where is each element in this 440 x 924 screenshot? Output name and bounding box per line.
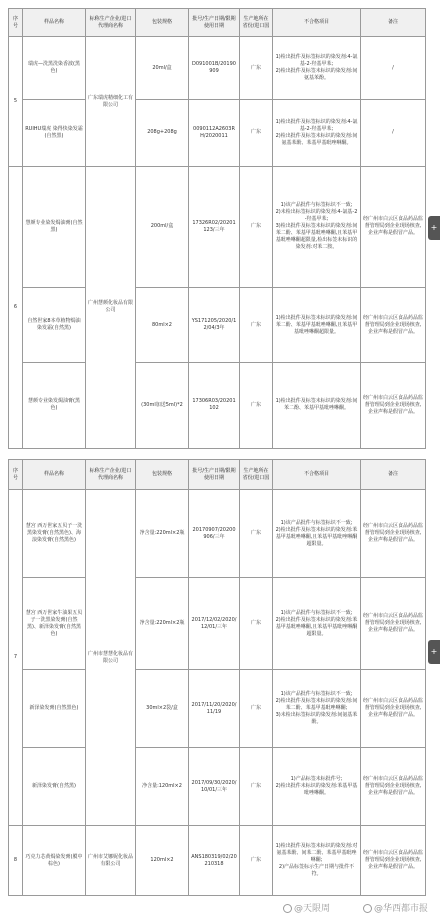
region: 广东	[240, 37, 273, 100]
row-index: 5	[9, 37, 23, 166]
header-cell: 不合格项目	[273, 9, 361, 37]
header-cell: 序号	[9, 9, 23, 37]
product-name: 瑞虎—洗黑洗染香波(黑色)	[23, 37, 86, 100]
remark: 经广州市白云区食品药品监督管理局到企业现场核查,企业声称是假冒产品。	[361, 826, 426, 896]
table-row	[9, 490, 426, 578]
table-part-1	[8, 8, 426, 449]
package-spec: 净含量:220ml×2瓶	[136, 578, 189, 670]
table-row	[9, 826, 426, 896]
remark: /	[361, 100, 426, 167]
table-row	[9, 166, 426, 287]
product-name: 巧克力芯黄焗染发膏(膜中棕色)	[23, 826, 86, 896]
failed-items: 1)检出批件及标签未标识的染发剂:对氨基苯酚、间苯二酚、苯基甲基吡唑啉酮; 2)产品标签标示生产日期与批件不符。	[273, 826, 361, 896]
table-row	[9, 288, 426, 363]
table-row	[9, 578, 426, 670]
table-header-row	[9, 9, 426, 37]
header-cell: 批号/生产日期/限期使用日期	[189, 9, 240, 37]
package-spec: 净含量:220ml×2瓶	[136, 490, 189, 578]
product-name: 新泽染发膏(自然黑)	[23, 748, 86, 826]
product-name: 慧宫 西万世家牛油果五贝子一洗黑染发膏(自然黑)、新泽染发膏(自然黑色)	[23, 578, 86, 670]
product-name: RUIHU瑞虎 染得快染发霜(自然黑)	[23, 100, 86, 167]
remark: 经广州市白云区食品药品监督管理局到企业现场核查,企业声称是假冒产品。	[361, 578, 426, 670]
region: 广东	[240, 826, 273, 896]
header-cell: 备注	[361, 9, 426, 37]
region: 广东	[240, 288, 273, 363]
table-part-2	[8, 459, 426, 896]
product-name: 慧颜专业染发焗油膏(自然黑)	[23, 166, 86, 287]
package-spec: 120ml×2	[136, 826, 189, 896]
header-cell: 包装规格	[136, 9, 189, 37]
company-name: 广东瑞虎精细化工有限公司	[86, 37, 136, 166]
package-spec: 80ml×2	[136, 288, 189, 363]
header-cell: 序号	[9, 460, 23, 490]
watermark	[363, 903, 428, 915]
package-spec: 20ml/盒	[136, 37, 189, 100]
table-row	[9, 100, 426, 167]
remark: 经广州市白云区食品药品监督管理局到企业现场核查,企业声称是假冒产品。	[361, 362, 426, 448]
table-row	[9, 37, 426, 100]
company-name: 广州市艾娜妮化妆品有限公司	[86, 826, 136, 896]
failed-items: 1)检出批件及标签标识的染发剂:4-氯基-2-羟基甲苯; 2)检出批件及标签未标识的染发剂:间氨基苯酚、苯基甲基吡唑啉酮。	[273, 100, 361, 167]
header-cell: 生产地所在省份/进口国	[240, 460, 273, 490]
batch-info: 2017/11/20/2020/11/19	[189, 670, 240, 748]
batch-info: D091001B/20190909	[189, 37, 240, 100]
region: 广东	[240, 748, 273, 826]
package-spec: 净含量:120ml×2	[136, 748, 189, 826]
header-cell: 包装规格	[136, 460, 189, 490]
batch-info: 17326R02/20201123/三年	[189, 166, 240, 287]
failed-items: 1)该产品批件与标签标识不一致; 2)检出批件及标签未标识的染发剂:间苯二酚、苯基甲基吡唑啉酮; 3)未检出标签标识的染发剂:间氨基苯酚。	[273, 670, 361, 748]
header-cell: 标称生产企业/进口代理商名称	[86, 460, 136, 490]
region: 广东	[240, 362, 273, 448]
row-index: 7	[9, 490, 23, 826]
product-name: 新泽染发膏(自然黑色)	[23, 670, 86, 748]
header-cell: 批号/生产日期/限期使用日期	[189, 460, 240, 490]
package-spec: 208g+208g	[136, 100, 189, 167]
failed-items: 1)该产品批件与标签标识不一致; 2)未检出标签标识的染发剂:4-氯基-2-羟基甲苯; 3)检出批件及标签未标识的染发剂:间苯二酚、苯基甲基吡唑啉酮,且苯基甲基吡唑啉酮超限量,检出标签未标识的染发剂:对苯二胺。	[273, 166, 361, 287]
product-name: 慧宫 西万世家五贝子一洗黑染发膏(自然黑色)、海浪染发膏(自然黑色)	[23, 490, 86, 578]
weibo-icon	[283, 904, 292, 913]
header-cell: 样品名称	[23, 460, 86, 490]
region: 广东	[240, 166, 273, 287]
remark: 经广州市白云区食品药品监督管理局到企业现场核查,企业声称是假冒产品。	[361, 670, 426, 748]
product-name: 慧颜专业染发焗油膏(黑色)	[23, 362, 86, 448]
watermark-text: @天限周	[294, 904, 331, 914]
remark: 经广州市白云区食品药品监督管理局到企业现场核查,企业声称是假冒产品。	[361, 748, 426, 826]
failed-items: 1)检出批件及标签标识的染发剂:4-氯基-2-羟基甲苯; 2)检出批件及标签未标识的染发剂:间氨基苯酚。	[273, 37, 361, 100]
batch-info: 2017/12/02/2020/12/01/三年	[189, 578, 240, 670]
failed-items: 1)产品标签未标批件号; 2)检出批件未标识的染发剂:苯基甲基吡唑啉酮。	[273, 748, 361, 826]
table-row	[9, 362, 426, 448]
header-cell: 不合格项目	[273, 460, 361, 490]
remark: 经广州市白云区食品药品监督管理局到企业现场核查,企业声称是假冒产品。	[361, 490, 426, 578]
failed-items: 1)该产品批件与标签标识不一致; 2)检出批件及标签未标识的染发剂:苯基甲基吡唑啉酮,且苯基甲基吡唑啉酮超限量。	[273, 578, 361, 670]
remark: /	[361, 37, 426, 100]
batch-info: YS171205/2020/12/04/3年	[189, 288, 240, 363]
batch-info: 20170907/20200906/三年	[189, 490, 240, 578]
company-name: 广州市慧慧化妆品有限公司	[86, 490, 136, 826]
region: 广东	[240, 670, 273, 748]
failed-items: 1)该产品批件与标签标识不一致; 2)检出批件及标签未标识的染发剂:苯基甲基吡唑啉酮,且苯基甲基吡唑啉酮超限量。	[273, 490, 361, 578]
package-spec: 200ml/盒	[136, 166, 189, 287]
row-index: 8	[9, 826, 23, 896]
plus-icon[interactable]: +	[428, 216, 440, 240]
region: 广东	[240, 490, 273, 578]
package-spec: (30ml加送5ml)*2	[136, 362, 189, 448]
table-gap	[0, 449, 440, 459]
product-name: 自然世家8本草植物焗油染发霜(自然黑)	[23, 288, 86, 363]
table-row	[9, 748, 426, 826]
batch-info: 2017/09/30/2020/10/01/三年	[189, 748, 240, 826]
package-spec: 30ml×2袋/盒	[136, 670, 189, 748]
watermark-text: @华西都市报	[374, 904, 429, 914]
batch-info: 17306R03/20201102	[189, 362, 240, 448]
region: 广东	[240, 578, 273, 670]
batch-info: ANS180319/02/20210318	[189, 826, 240, 896]
failed-items: 1)检出批件及标签未标识的染发剂:间苯二酚、苯基甲基吡唑啉酮,且苯基甲基吡唑啉酮超限量。	[273, 288, 361, 363]
region: 广东	[240, 100, 273, 167]
weibo-icon	[363, 904, 372, 913]
remark: 经广州市白云区食品药品监督管理局到企业现场核查,企业声称是假冒产品。	[361, 166, 426, 287]
remark: 经广州市白云区食品药品监督管理局到企业现场核查,企业声称是假冒产品。	[361, 288, 426, 363]
header-cell: 样品名称	[23, 9, 86, 37]
plus-icon[interactable]: +	[428, 640, 440, 664]
header-cell: 标称生产企业/进口代理商名称	[86, 9, 136, 37]
failed-items: 1)检出批件及标签未标识的染发剂:间苯二酚、苯基甲基吡唑啉酮。	[273, 362, 361, 448]
company-name: 广州慧颜化妆品有限公司	[86, 166, 136, 448]
row-index: 6	[9, 166, 23, 448]
batch-info: 0090112A2603RH/2020011	[189, 100, 240, 167]
header-cell: 备注	[361, 460, 426, 490]
header-cell: 生产地所在省份/进口国	[240, 9, 273, 37]
watermark	[283, 903, 330, 915]
table-header-row	[9, 460, 426, 490]
table-row	[9, 670, 426, 748]
